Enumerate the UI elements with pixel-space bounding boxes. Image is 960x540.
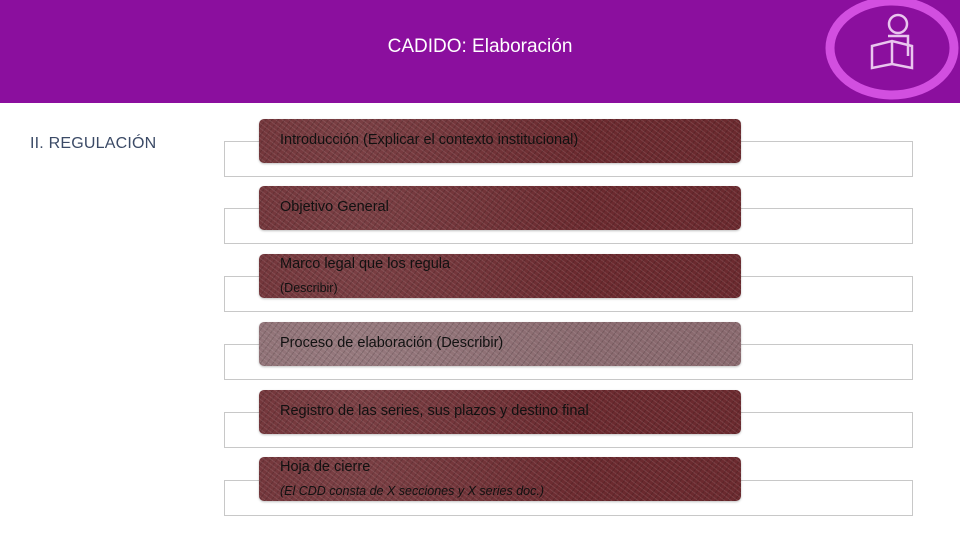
item-subtitle: (Describir): [280, 281, 338, 295]
item-subtitle: (El CDD consta de X secciones y X series doc.): [280, 484, 544, 498]
item-title: Proceso de elaboración (Describir): [280, 335, 504, 351]
list-item-registro-series: [259, 390, 741, 434]
list-item-proceso-elaboracion: [259, 322, 741, 366]
item-title: Marco legal que los regula: [280, 256, 451, 272]
page-title: CADIDO: Elaboración: [387, 36, 573, 57]
list-item-hoja-cierre: [259, 457, 741, 501]
list-item-objetivo-general: [259, 186, 741, 230]
reading-person-icon: [822, 0, 960, 104]
section-label: II. REGULACIÓN: [30, 135, 157, 152]
list-item-marco-legal: [259, 254, 741, 298]
list-item-introduccion: [259, 119, 741, 163]
item-title: Registro de las series, sus plazos y destino final: [280, 403, 589, 419]
item-title: Objetivo General: [280, 199, 389, 215]
item-title: Introducción (Explicar el contexto institucional): [280, 132, 579, 148]
header-banner: [0, 0, 960, 103]
item-title: Hoja de cierre: [280, 459, 371, 475]
